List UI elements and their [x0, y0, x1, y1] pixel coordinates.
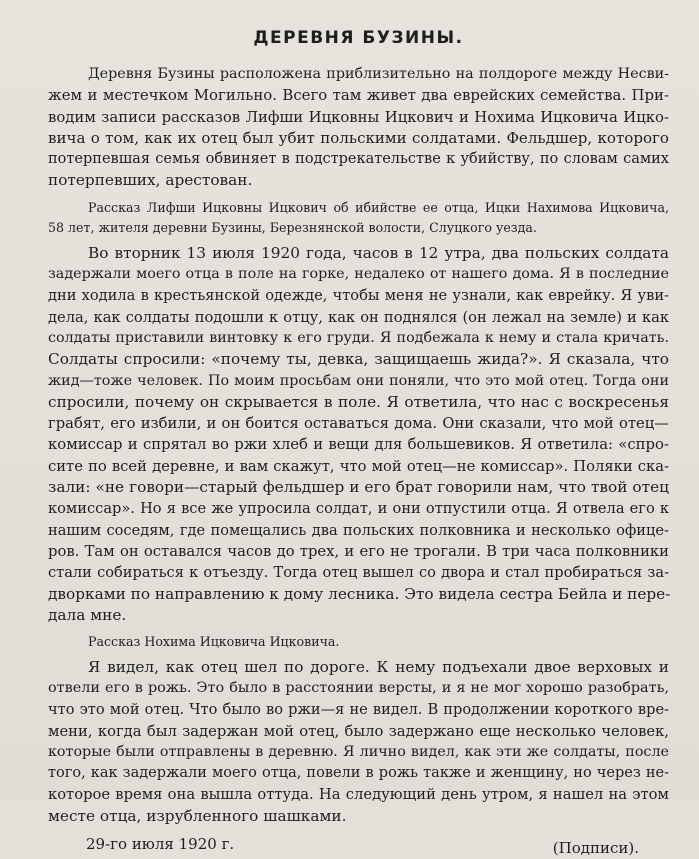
- text-line: Я видел, как отец шел по дороге. К нему подъехали двое верховых и: [88, 657, 669, 676]
- text-line: потерпевших, арестован.: [48, 171, 253, 190]
- text-line: Солдаты спросили: «почему ты, девка, защищаешь жида?». Я сказала, что: [48, 350, 669, 369]
- text-line: ров. Там он оставался часов до трех, и его не трогали. В три часа полковники: [48, 542, 669, 560]
- text-line: отвели его в рожь. Это было в расстоянии версты, и я не мог хорошо разобрать,: [48, 679, 669, 696]
- caption-line: Рассказ Нохима Ицковича Ицковича.: [88, 634, 340, 650]
- text-line: что это мой отец. Что было во ржи—я не видел. В продолжении короткого вре-: [48, 701, 669, 719]
- text-line: водим записи рассказов Лифши Ицковны Ицкович и Нохима Ицковича Ицко-: [48, 107, 669, 126]
- text-line: сите по всей деревне, и вам скажут, что мой отец—не комиссар». Поляки ска-: [48, 457, 669, 475]
- text-line: стали собираться к отъезду. Тогда отец вышел со двора и стал пробираться за-: [48, 564, 669, 582]
- text-line: Во вторник 13 июля 1920 года, часов в 12 утра, два польских солдата: [88, 243, 669, 262]
- text-line: жид—тоже человек. По моим просьбам они поняли, что это мой отец. Тогда они: [48, 372, 669, 389]
- text-line: комиссар». Но я все же упросила солдат, и они отпустили отца. Я отвела его к: [48, 500, 669, 518]
- text-line: задержали моего отца в поле на горке, недалеко от нашего дома. Я в последние: [48, 266, 669, 283]
- text-line: которое время она вышла оттуда. На следующий день утром, я нашел на этом: [48, 786, 669, 804]
- text-line: нашим соседям, где помещались два польских полковника и несколько офице-: [48, 521, 669, 539]
- text-line: дворками по направлению к дому лесника. Это видела сестра Бейла и пере-: [48, 584, 671, 603]
- text-line: спросили, почему он скрывается в поле. Я ответила, что нас с воскресенья: [48, 392, 669, 411]
- text-line: Деревня Бузины расположена приблизительно на полдороге между Несви-: [88, 66, 669, 82]
- testimony-1-text: [48, 243, 669, 626]
- caption-line: 58 лет, жителя деревни Бузины, Березнянской волости, Слуцкого уезда.: [48, 220, 537, 236]
- text-line: того, как задержали моего отца, повели в рожь также и женщину, но через не-: [48, 765, 669, 782]
- text-line: дела, как солдаты подошли к отцу, как он поднялся (он лежал на земле) и как: [48, 308, 669, 326]
- intro-paragraph: [48, 64, 669, 192]
- text-line: которые были отправлены в деревню. Я лично видел, как эти же солдаты, после: [48, 743, 669, 760]
- text-line: вича о том, как их отец был убит польскими солдатами. Фельдшер, которого: [48, 128, 669, 147]
- text-line: солдаты приставили винтовку к его груди. Я подбежала к нему и стала кричать.: [48, 329, 669, 346]
- page-title: ДЕРЕВНЯ БУЗИНЫ.: [253, 28, 464, 48]
- testimony-2-text: [48, 657, 669, 827]
- text-line: месте отца, изрубленного шашками.: [48, 806, 347, 825]
- text-line: мени, когда был задержан мой отец, было задержано еще несколько человек,: [48, 722, 669, 740]
- caption-line: Рассказ Лифши Ицковны Ицкович об ибийстве ее отца, Ицки Нахимова Ицковича,: [88, 199, 669, 215]
- text-line: грабят, его избили, и он боится оставаться дома. Они сказали, что мой отец—: [48, 415, 669, 433]
- testimony-2-caption: [48, 632, 669, 653]
- text-line: дни ходила в крестьянской одежде, чтобы меня не узнали, как еврейку. Я уви-: [48, 287, 669, 305]
- testimony-1-caption: [48, 198, 669, 239]
- text-line: комиссар и спрятал во ржи хлеб и вещи для большевиков. Я ответила: «спро-: [48, 436, 669, 454]
- text-line: жем и местечком Могильно. Всего там живет два еврейских семейства. При-: [48, 86, 669, 105]
- text-line: дала мне.: [48, 605, 127, 624]
- signatures-note: (Подписи).: [552, 839, 639, 857]
- document-footer: [48, 835, 669, 859]
- text-line: потерпевшая семья обвиняет в подстрекательстве к убийству, по словам самих: [48, 151, 669, 168]
- document-date: 29-го июля 1920 г.: [86, 835, 235, 853]
- text-line: зали: «не говори—старый фельдшер и его брат говорили нам, что твой отец: [48, 478, 669, 497]
